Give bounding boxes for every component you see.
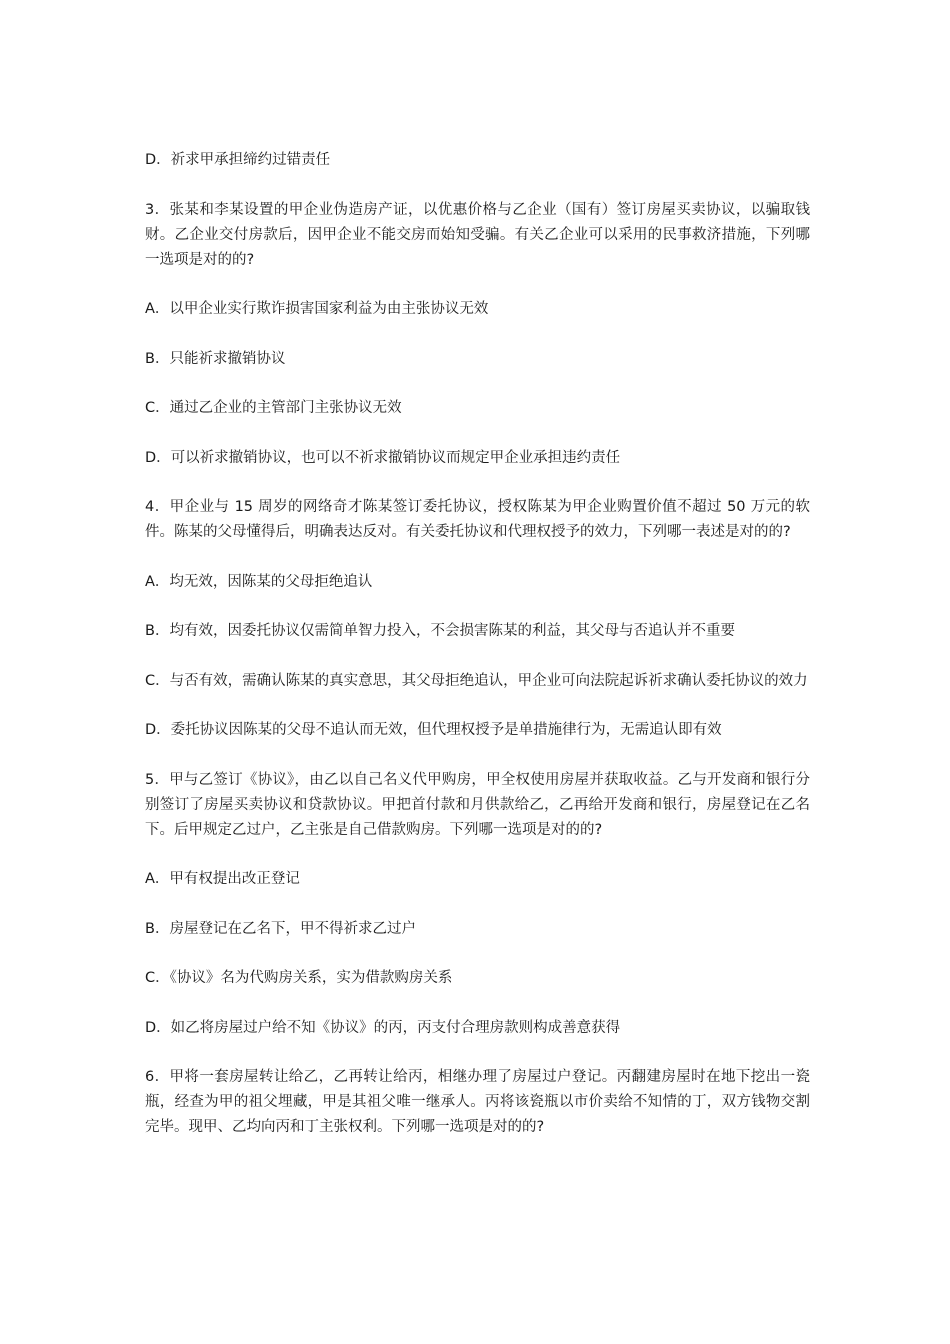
option-d-q3: D．可以祈求撤销协议，也可以不祈求撤销协议而规定甲企业承担违约责任 — [145, 449, 621, 466]
option-c-q3: C．通过乙企业的主管部门主张协议无效 — [145, 400, 402, 416]
option-d-q4: D．委托协议因陈某的父母不追认而无效，但代理权授予是单措施律行为，无需追认即有效 — [145, 722, 722, 738]
option-b-q5: B．房屋登记在乙名下，甲不得祈求乙过户 — [145, 920, 416, 937]
option-c-q5: C．《协议》名为代购房关系，实为借款购房关系 — [145, 970, 453, 986]
question-3: 3．张某和李某设置的甲企业伪造房产证，以优惠价格与乙企业（国有）签订房屋买卖协议，以骗取钱财。乙企业交付房款后，因甲企业不能交房而始知受骗。有关乙企业可以采用的民事救济措施，下列哪一选项是对的的? — [145, 201, 810, 268]
option-d-q2: D．祈求甲承担缔约过错责任 — [145, 152, 331, 168]
question-5: 5．甲与乙签订《协议》，由乙以自己名义代甲购房，甲全权使用房屋并获取收益。乙与开发商和银行分别签订了房屋买卖协议和贷款协议。甲把首付款和月供款给乙，乙再给开发商和银行，房屋登记在乙名下。后甲规定乙过户，乙主张是自己借款购房。下列哪一选项是对的的? — [145, 771, 810, 838]
question-4: 4．甲企业与 15 周岁的网络奇才陈某签订委托协议，授权陈某为甲企业购置价值不超过 50 万元的软件。陈某的父母懂得后，明确表达反对。有关委托协议和代理权授予的效力，下列哪一表述是对的的? — [145, 499, 810, 540]
option-c-q4: C．与否有效，需确认陈某的真实意思，其父母拒绝追认，甲企业可向法院起诉祈求确认委托协议的效力 — [145, 672, 808, 689]
option-a-q3: A．以甲企业实行欺诈损害国家利益为由主张协议无效 — [145, 301, 489, 317]
option-b-q3: B．只能祈求撤销协议 — [145, 350, 286, 367]
question-6: 6．甲将一套房屋转让给乙，乙再转让给丙，相继办理了房屋过户登记。丙翻建房屋时在地下挖出一瓷瓶，经查为甲的祖父埋藏，甲是其祖父唯一继承人。丙将该瓷瓶以市价卖给不知情的丁，双方钱物交割完毕。现甲、乙均向丙和丁主张权利。下列哪一选项是对的的? — [145, 1069, 810, 1135]
option-a-q5: A．甲有权提出改正登记 — [145, 871, 300, 887]
option-a-q4: A．均无效，因陈某的父母拒绝追认 — [145, 573, 373, 590]
document-body — [145, 148, 810, 1165]
option-b-q4: B．均有效，因委托协议仅需简单智力投入，不会损害陈某的利益，其父母与否追认并不重要 — [145, 623, 735, 639]
option-d-q5: D．如乙将房屋过户给不知《协议》的丙，丙支付合理房款则构成善意获得 — [145, 1019, 621, 1036]
